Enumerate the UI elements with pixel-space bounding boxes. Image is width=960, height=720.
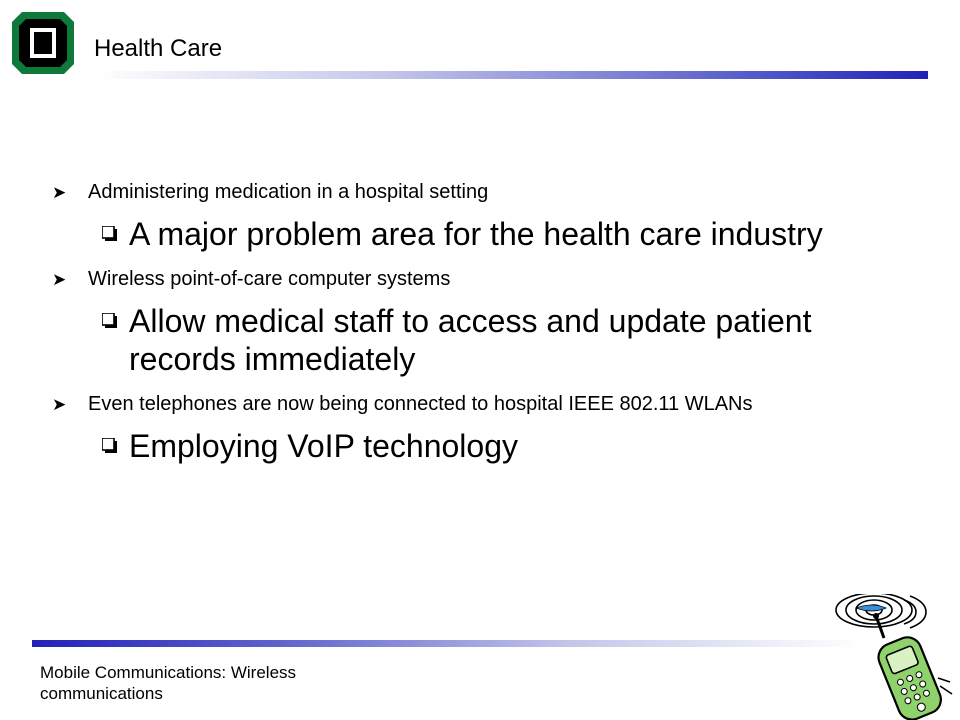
slide-footer bbox=[40, 662, 296, 704]
sub-bullet-item bbox=[50, 302, 890, 378]
slide-title: Health Care bbox=[94, 35, 223, 62]
sub-bullet-text: A major problem area for the health care industry bbox=[129, 216, 823, 252]
sub-bullet-text: Allow medical staff to access and update patient records immediately bbox=[129, 303, 812, 377]
title-divider bbox=[94, 71, 928, 79]
footer-line: Mobile Communications: Wireless bbox=[40, 663, 297, 682]
bullet-text: Administering medication in a hospital setting bbox=[88, 181, 489, 203]
footer-line: communications bbox=[40, 684, 163, 703]
bullet-text: Wireless point-of-care computer systems bbox=[88, 268, 451, 290]
square-bullet-icon bbox=[102, 226, 117, 241]
arrow-bullet-icon: ➤ bbox=[52, 270, 67, 289]
university-logo-icon bbox=[12, 12, 74, 74]
slide-content bbox=[50, 180, 890, 479]
bullet-item bbox=[50, 392, 890, 417]
bullet-item bbox=[50, 267, 890, 292]
sub-bullet-text: Employing VoIP technology bbox=[129, 428, 518, 464]
sub-bullet-item bbox=[50, 427, 890, 465]
square-bullet-icon bbox=[102, 313, 117, 328]
bullet-text: Even telephones are now being connected to hospital IEEE 802.11 WLANs bbox=[88, 393, 753, 415]
mobile-phone-clipart-icon bbox=[826, 594, 956, 720]
footer-divider bbox=[32, 640, 862, 647]
square-bullet-icon bbox=[102, 438, 117, 453]
bullet-item bbox=[50, 180, 890, 205]
arrow-bullet-icon: ➤ bbox=[52, 183, 67, 202]
arrow-bullet-icon: ➤ bbox=[52, 395, 67, 414]
sub-bullet-item bbox=[50, 215, 890, 253]
